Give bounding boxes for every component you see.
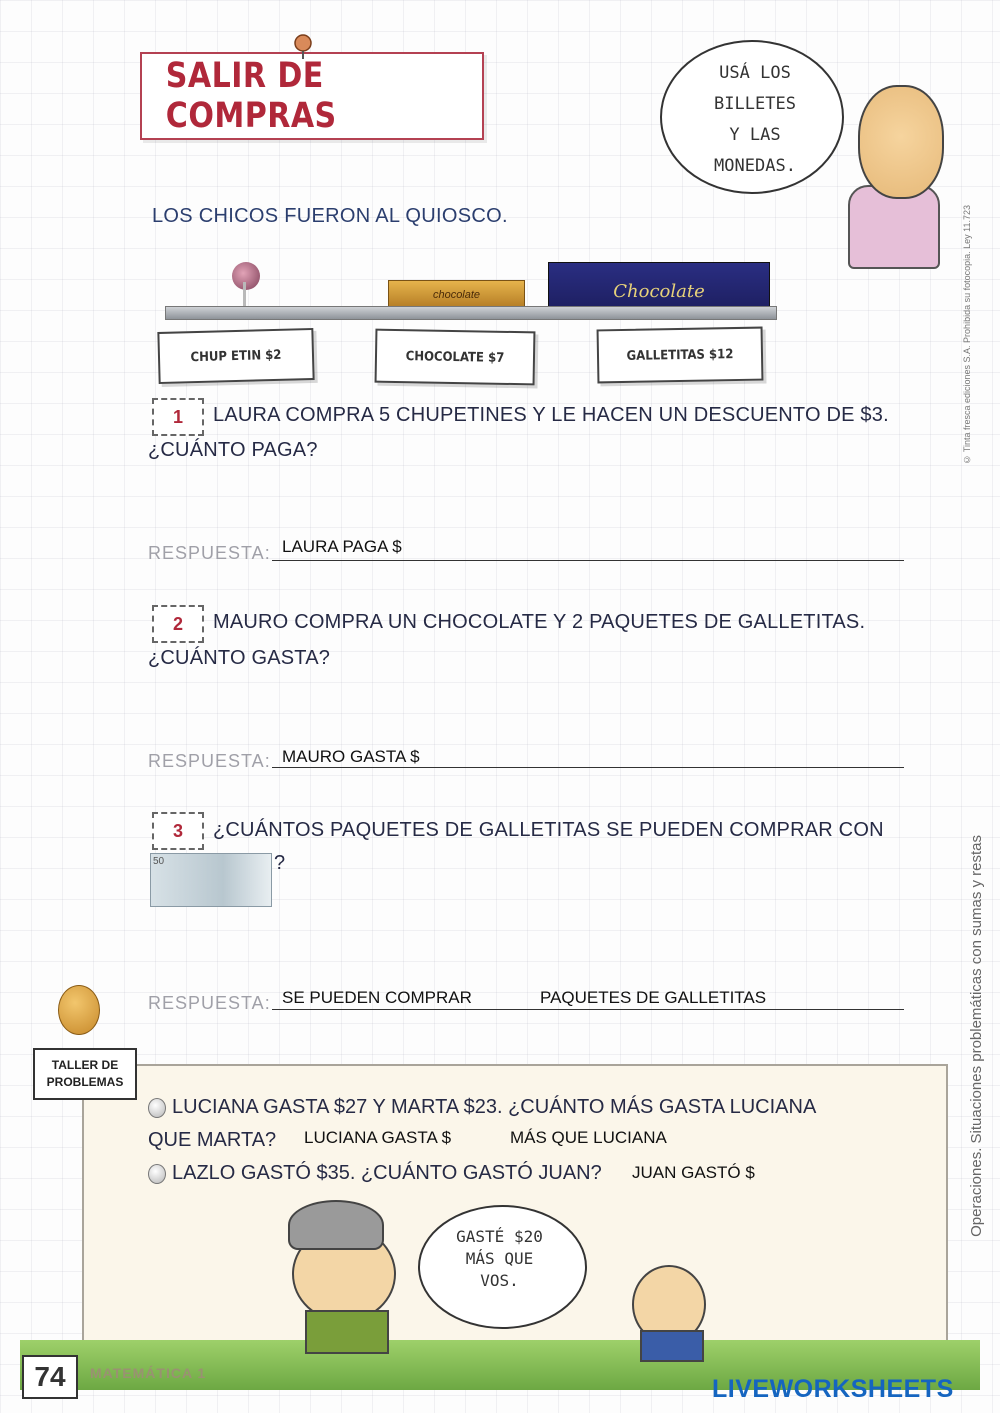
store-shelf [165,306,777,320]
fifty-peso-bill-image [150,853,272,907]
bird-mascot-icon [58,985,100,1035]
answer-label-1: RESPUESTA: [148,543,271,563]
bill-value: 50 [153,856,165,867]
answer-3-input[interactable] [508,984,538,1010]
page-number: 74 [22,1355,78,1399]
boy-speech-text: GASTÉ $20 MÁS QUE VOS. [456,1227,543,1290]
page-title: SALIR DE COMPRAS [165,56,337,136]
answer-3-prefix: SE PUEDEN COMPRAR [282,988,472,1007]
copyright-text: © Tinta fresca ediciones S.A. Prohibida su fotocopia. Ley 11.723 [962,205,972,465]
answer-label-3: RESPUESTA: [148,993,271,1013]
workshop-answer-2-prefix: JUAN GASTÓ $ [632,1163,755,1182]
workshop-problem-1-line-2: QUE MARTA? [148,1129,277,1151]
question-number-1: 1 [152,398,204,436]
boy-character-body [305,1310,389,1354]
cookies-package-image: Chocolate [548,262,770,320]
question-2-line-2: ¿CUÁNTO GASTA? [148,647,331,669]
speech-bubble-text: USÁ LOS BILLETES Y LAS MONEDAS. [714,63,796,176]
answer-line-1 [272,560,904,561]
title-box [140,52,484,140]
lightbulb-icon [148,1164,166,1184]
question-3-line-2: ? [274,852,286,874]
price-tag-cookies: GALLETITAS $12 [597,327,764,384]
price-tag-chocolate: CHOCOLATE $7 [375,329,536,386]
intro-text: LOS CHICOS FUERON AL QUIOSCO. [152,205,508,227]
boy-character-cap [288,1200,384,1250]
question-1-line-1: LAURA COMPRA 5 CHUPETINES Y LE HACEN UN DESCUENTO DE $3. [213,404,889,426]
chocolate-bar-image: chocolate [388,280,525,310]
question-number-3: 3 [152,812,204,850]
workshop-answer-1-input[interactable] [466,1124,506,1150]
workshop-answer-2-input[interactable] [770,1159,890,1185]
book-title: MATEMÁTICA 1 [90,1365,207,1381]
price-tag-lollipop: CHUP ETIN $2 [157,328,314,384]
question-3-line-1: ¿CUÁNTOS PAQUETES DE GALLETITAS SE PUEDEN COMPRAR CON [213,819,884,841]
workshop-answer-1-prefix: LUCIANA GASTA $ [304,1128,452,1147]
answer-2-input[interactable] [452,743,572,769]
question-1-line-2: ¿CUÁNTO PAGA? [148,439,318,461]
answer-label-2: RESPUESTA: [148,751,271,771]
answer-2-prefix: MAURO GASTA $ [282,747,420,766]
lightbulb-icon [148,1098,166,1118]
workshop-answer-1-suffix: MÁS QUE LUCIANA [510,1128,667,1147]
answer-line-3 [272,1009,904,1010]
workshop-label: TALLER DE PROBLEMAS [33,1048,137,1100]
girl-character-head [858,85,944,199]
workshop-problem-1-line-1: LUCIANA GASTA $27 Y MARTA $23. ¿CUÁNTO MÁS GASTA LUCIANA [172,1096,817,1118]
pushpin-icon [292,34,314,60]
answer-3-suffix: PAQUETES DE GALLETITAS [540,988,767,1007]
lollipop-icon [232,262,260,290]
girl2-character-body [640,1330,704,1362]
answer-1-prefix: LAURA PAGA $ [282,537,402,556]
question-2-line-1: MAURO COMPRA UN CHOCOLATE Y 2 PAQUETES DE GALLETITAS. [213,611,866,633]
question-number-2: 2 [152,605,204,643]
answer-1-input[interactable] [432,533,552,559]
liveworksheets-logo[interactable]: LIVEWORKSHEETS [712,1375,954,1403]
workshop-problem-2: LAZLO GASTÓ $35. ¿CUÁNTO GASTÓ JUAN? [172,1162,602,1184]
topic-text: Operaciones. Situaciones problemáticas con sumas y restas [968,835,985,1237]
answer-line-2 [272,767,904,768]
